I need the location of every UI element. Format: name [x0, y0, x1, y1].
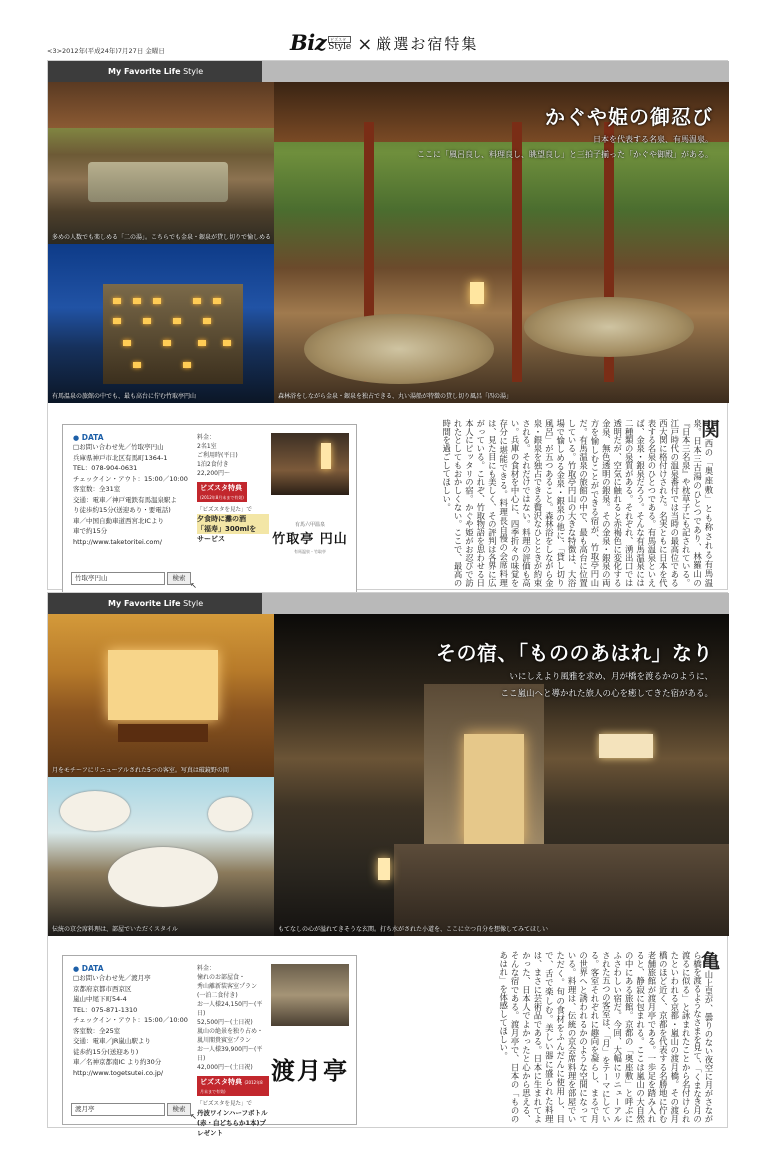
headline-sub-1: いにしえより風雅を求め、月が橋を渡るかのように、 [509, 672, 713, 682]
tokuten-badge [197, 1076, 269, 1096]
headline-sub-2: ここ嵐山へと導かれた旅人の心を癒してきた宿がある。 [500, 689, 713, 699]
photo-path [394, 844, 729, 936]
photo-caption: 有馬温泉の旅館の中でも、最も高台に佇む竹取亭円山 [52, 393, 197, 400]
tokuten-badge [197, 482, 247, 502]
tokuten-note: 「ビズスタを見た」で [197, 1101, 253, 1107]
search-button[interactable]: 検索 [167, 1103, 191, 1116]
photo-lantern [378, 858, 390, 880]
price-line: ご利用時(平日) [197, 452, 238, 459]
photo-tub [524, 297, 694, 357]
brand-style-wrap [328, 36, 351, 52]
photo-door [464, 734, 524, 844]
price-line: お一人様24,150円～(平日) [197, 1001, 263, 1017]
headline-title: その宿、「もののあはれ」なり [436, 641, 713, 665]
photo-caption: 伝統の京会席料理は、部屋でいただくスタイル [52, 926, 178, 933]
photo-tub [304, 314, 494, 384]
data-line: 客室数：全25室 [73, 1026, 121, 1035]
data-line: 嵐山中尾下町54-4 [73, 995, 127, 1003]
tokuten-label: ビズスタ特典 [200, 1078, 242, 1086]
price-line: 22,200円～ [197, 470, 230, 477]
body-text: 山上皇が、曇りのない夜空に月がさながら橋を渡るようなさまを見て、「くまなき月の渡るに似る」と詠まれたことから名付けられたといわれる京都・嵐山の渡月橋。その渡月橋のほど近く、京都を代表する名勝地に佇む老舗旅館が渡月亭である。一歩足を踏み入れると、静寂に包まれる。ここは嵐山の大自然の中にある旅館。京都の「奥座敷」と呼ぶにふさわしい宿だ。今回、大幅にリニューアルされた五つの客室は、「月」をテーマにしている。客室それぞれに趣向を凝らし、まるで月の世界へと誘われるかのような空間になっている。料理は、伝統の京会席料理を部屋でいただく。旬の食材をふんだんに使用し、目で、舌で楽しむ。美しい器に盛られた料理は、まさに芸術品である。日本に生まれてよかった、日本人でよかったと心から思える、そんな宿である。渡月亭で、日本の「もののあはれ」を体感してほしい。 [498, 951, 714, 1123]
price-line: 42,000円～(土日祝) [197, 1064, 253, 1071]
data-line: 交通：電車／JR嵐山駅より [73, 1037, 151, 1045]
price-line: 料金： [197, 965, 216, 972]
logo-sub: 有馬温泉・竹取亭 [294, 549, 326, 554]
data-line: チェックイン・アウト：15:00／10:00 [73, 1016, 188, 1024]
body-text: 西の「奥座敷」とも称される有馬温泉。日本三古湯のひとつであり、林羅山の『日本三名泉』や枕草子にも記されている。江戸時代の温泉番付では当時の最高位である西大関に格付けされた。名実ともに日本を代表する名泉のひとつである。有馬温泉といえば、金泉・銀泉だろう。そんな有馬温泉には二種類の泉質がある。それぞれ、湧出口では透明だが、空気に触れると赤褐色に変化する金泉、無色透明の銀泉。その金泉・銀泉の両方を愉しむことができる宿が、竹取亭円山だ。有馬温泉の旅館の中で、最も高台に位置している。竹取亭円山の大きな特徴は、大浴場で愉しめる金泉・銀泉の他に、「貸し切り風呂」が五つあること。森林浴をしながら金泉・銀泉を独占できる贅沢なひとときが約束される。それだけではない。料理の評価も高い。兵庫の食材を中心に、四季折々の味覚を存分に堪能できる。料理長自慢の会席料理は、見た目にも美しく、その評判は各界に広がっている。これぞ、竹取物語を思わせる日本人にピッタリの宿。かぐや姫がお忍びで訪れたとしてもおかしくない。ここで、最高の時間を過ごしてほしい。 [441, 419, 714, 587]
headline [436, 637, 713, 700]
logo-small: 有馬六甲温泉 [294, 522, 325, 528]
headline [417, 101, 713, 160]
contact-info [73, 433, 193, 547]
label-tag [48, 61, 262, 82]
price-info [197, 433, 269, 544]
data-title: ● DATA [73, 433, 104, 442]
headline-title: かぐや姫の御忍び [545, 105, 713, 129]
price-line: 嵐川閣貴賓室プラン [197, 1037, 252, 1044]
data-title: ● DATA [73, 964, 104, 973]
photo-bath [88, 162, 228, 202]
data-box [62, 424, 357, 594]
photo-plate [108, 847, 218, 907]
photo-roof [48, 82, 274, 128]
photo-guest-room [48, 614, 274, 777]
website-link[interactable]: http://www.togetsutei.co.jp/ [73, 1068, 164, 1077]
photo-caption: 森林浴をしながら金泉・銀泉を独占できる、丸い湯船が特徴の貸し切り風呂「四の湯」 [278, 393, 513, 400]
search-input[interactable]: 渡月亭 [71, 1103, 165, 1116]
brand-style: Style [328, 42, 352, 52]
data-line: TEL：078-904-0631 [73, 464, 138, 472]
feature-title: 厳選お宿特集 [376, 35, 479, 53]
price-line: 52,500円～(土日祝) [197, 1019, 253, 1026]
website-link[interactable]: http://www.taketoritei.com/ [73, 537, 162, 546]
price-line: 2名1室 [197, 443, 217, 450]
tokuten-gift-line: サービス [197, 535, 225, 543]
data-line: 徒歩約15分(送迎あり) [73, 1047, 139, 1056]
photo-caption: もてなしの心が溢れてきそうな玄関。打ち水がされた小道を、ここに立つ自分を想像してみてほしい [278, 926, 549, 933]
entrance-thumbnail [271, 433, 349, 495]
photo-building-night [48, 244, 274, 403]
price-info [197, 964, 269, 1138]
photo-shoji [108, 650, 218, 720]
tokuten-gift-line: 丹波ワインハーフボトル [197, 1109, 268, 1117]
dropcap: 関 [698, 419, 720, 439]
ryokan-logo [271, 1034, 349, 1104]
photo-table [118, 724, 208, 742]
brand-biz: Biz [290, 30, 327, 55]
pointer-icon: ↖ [190, 581, 197, 590]
label-style: Style [180, 67, 204, 76]
search-box [71, 572, 197, 590]
article-2 [47, 592, 728, 1137]
label-main: My Favorite Life [108, 599, 181, 608]
article-body [370, 419, 720, 587]
issue-date: <3>2012年(平成24年)7月27日 金曜日 [47, 47, 165, 55]
logo-name: 渡月亭 [271, 1055, 349, 1085]
price-line: お一人様39,900円～(平日) [197, 1046, 263, 1062]
data-line: り徒歩約15分(送迎あり・要電話) [73, 506, 171, 514]
data-line: チェックイン・アウト：15:00／10:00 [73, 474, 188, 483]
photo-caption: 多めの人数でも楽しめる「二の湯」。こちらでも金泉・銀泉が貸し切りで愉しめる [52, 234, 271, 241]
tokuten-period: (2012年8月末まで有効) [200, 495, 244, 500]
tokuten-gift [197, 1108, 269, 1138]
photo-lamp [470, 282, 484, 304]
tokuten-gift [197, 514, 269, 544]
price-line: 憧れのお部屋食・ [197, 974, 246, 981]
tokuten-gift-line: 夕食時に灘の酒 [197, 514, 269, 524]
price-line: 1泊2食付き [197, 461, 229, 468]
data-line: 交通：電車／神戸電鉄有馬温泉駅よ [73, 495, 177, 504]
tokuten-label: ビズスタ特典 [200, 484, 242, 492]
photo-plate [208, 797, 252, 831]
search-box [71, 1103, 197, 1121]
photo-kaiseki [48, 777, 274, 936]
data-line: □お問い合わせ先／竹取亭円山 [73, 443, 164, 451]
headline-sub-1: 日本を代表する名泉、有馬温泉。 [593, 135, 713, 144]
price-line: 嵐山の絶景を独り占め・ [197, 1028, 264, 1035]
label-tag [48, 593, 262, 614]
photo-sign [599, 734, 653, 758]
data-title-text: DATA [81, 433, 104, 442]
label-main: My Favorite Life [108, 67, 181, 76]
tokuten-note: 「ビズスタを見た」で [197, 507, 253, 513]
photo-post [512, 122, 522, 382]
room-thumbnail [271, 964, 349, 1026]
photo-ni-no-yu [48, 82, 274, 244]
lantern-icon [321, 443, 331, 469]
price-line: (一泊二食付き) [197, 992, 238, 999]
price-line: 秀山離新装客室プラン [197, 983, 258, 990]
article-1 [47, 60, 728, 590]
contact-info [73, 964, 193, 1078]
price-line: 料金： [197, 434, 216, 441]
data-title-text: DATA [81, 964, 104, 973]
label-bar [48, 61, 729, 82]
label-style: Style [180, 599, 204, 608]
data-line: □お問い合わせ先／渡月亭 [73, 974, 151, 982]
page-header [0, 0, 776, 58]
brand-title [290, 30, 478, 55]
search-button[interactable]: 検索 [167, 572, 191, 585]
photo-caption: 月をモチーフにリニューアルされた5つの客室。写真は破鏡野の間 [52, 767, 229, 774]
photo-building [103, 284, 243, 384]
data-box [62, 955, 357, 1137]
data-line: 車／名神京都南IC より約30分 [73, 1058, 162, 1066]
label-bar [48, 593, 729, 614]
data-line: 車で約15分 [73, 527, 108, 535]
tokuten-gift-line: 「福寿」300mlを [197, 524, 269, 534]
photo-plate [60, 791, 130, 831]
data-line: 車／中国自動車道西宮北ICより [73, 516, 164, 525]
data-line: 兵庫県神戸市北区有馬町1364-1 [73, 453, 168, 462]
logo-name: 竹取亭 円山 [272, 532, 348, 547]
tokuten-period: (2012年8月末まで有効) [200, 1080, 263, 1094]
search-input[interactable]: 竹取亭円山 [71, 572, 165, 585]
dropcap: 亀 [698, 951, 720, 971]
tokuten-gift-line: (赤・白どちらか1本)プレゼント [197, 1119, 266, 1137]
data-line: TEL：075-871-1310 [73, 1005, 138, 1014]
data-line: 客室数：全31室 [73, 485, 121, 493]
brand-cross: × [357, 34, 373, 55]
data-line: 京都府京都市西京区 [73, 984, 132, 993]
pointer-icon: ↖ [190, 1112, 197, 1121]
ryokan-logo [271, 503, 349, 573]
headline-sub-2: ここに「風呂良し、料理良し、眺望良し」と三拍子揃った「かぐや御殿」がある。 [417, 150, 713, 159]
brand-style-sub: ビズスタ [328, 36, 351, 43]
article-body [370, 951, 720, 1123]
